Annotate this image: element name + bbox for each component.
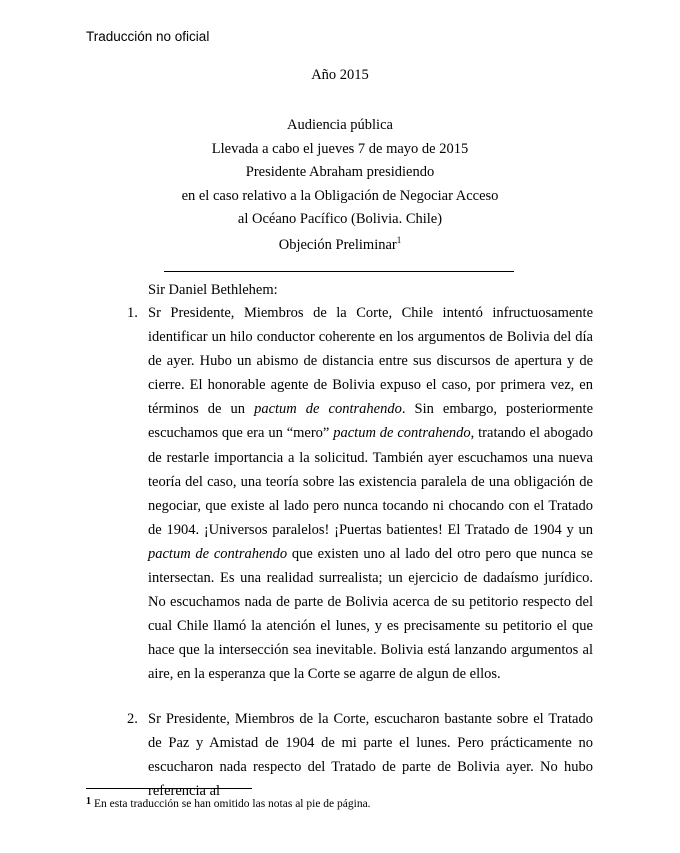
page-header: Traducción no oficial: [86, 29, 210, 44]
speaker-name: Sir Daniel Bethlehem:: [148, 282, 278, 298]
footnote-divider: [86, 788, 252, 789]
paragraph-2: 2. Sr Presidente, Miembros de la Corte, escucharon bastante sobre el Tratado de Paz y Amistad de 1904 de mi parte el lunes. Pero prácticamente no escucharon nada respecto del Tratado de parte de Bolivia ayer. No hubo referencia al: [148, 707, 593, 803]
case-title-line2: al Océano Pacífico (Bolivia. Chile): [237, 211, 443, 227]
footnote-marker: 1: [86, 796, 91, 807]
paragraph-1: 1. Sr Presidente, Miembros de la Corte, Chile intentó infructuosamente identificar un hilo conductor coherente en los argumentos de Bolivia del día de ayer. Hubo un abismo de distancia entre sus discursos de apertura y de cierre. El honorable agente de Bolivia expuso el caso, por primera vez, en términos de un pactum de contrahendo. Sin embargo, posteriormente escuchamos que era un “mero” pactum de contrahendo, tratando el abogado de restarle importancia a la solicitud. También ayer escuchamos una nueva teoría del caso, una teoría sobre las existencia paralela de una obligación de negociar, que existe al lado pero nunca tocando ni chocando con el Tratado de 1904. ¡Universos paralelos! ¡Puertas batientes! El Tratado de 1904 y un pactum de contrahendo que existen uno al lado del otro pero que nunca se intersectan. Es una realidad surrealista; un ejercicio de dadaísmo jurídico. No escuchamos nada de parte de Bolivia acerca de su petitorio respecto del cual Chile llamó la atención el lunes, y es precisamente su petitorio el que hace que la intersección sea inevitable. Bolivia está lanzando argumentos al aire, en la esperanza que la Corte se agarre de algun de ellos.: [148, 301, 593, 687]
paragraph-number: 2.: [127, 711, 138, 727]
footnote-text: En esta traducción se han omitido las notas al pie de página.: [94, 798, 371, 810]
case-title-line1: en el caso relativo a la Obligación de Negociar Acceso: [181, 188, 499, 204]
presiding-line: Presidente Abraham presidiendo: [245, 164, 435, 180]
paragraph-number: 1.: [127, 305, 138, 321]
preliminary-objection-text: Objeción Preliminar: [278, 237, 397, 253]
preliminary-objection-line: [0, 235, 680, 254]
hearing-date: Llevada a cabo el jueves 7 de mayo de 2015: [211, 141, 469, 157]
footnote-ref: 1: [396, 235, 402, 245]
title-divider: [164, 271, 514, 272]
hearing-title: Audiencia pública: [287, 117, 393, 133]
year-heading: Año 2015: [311, 67, 369, 83]
footnote: [86, 796, 371, 810]
